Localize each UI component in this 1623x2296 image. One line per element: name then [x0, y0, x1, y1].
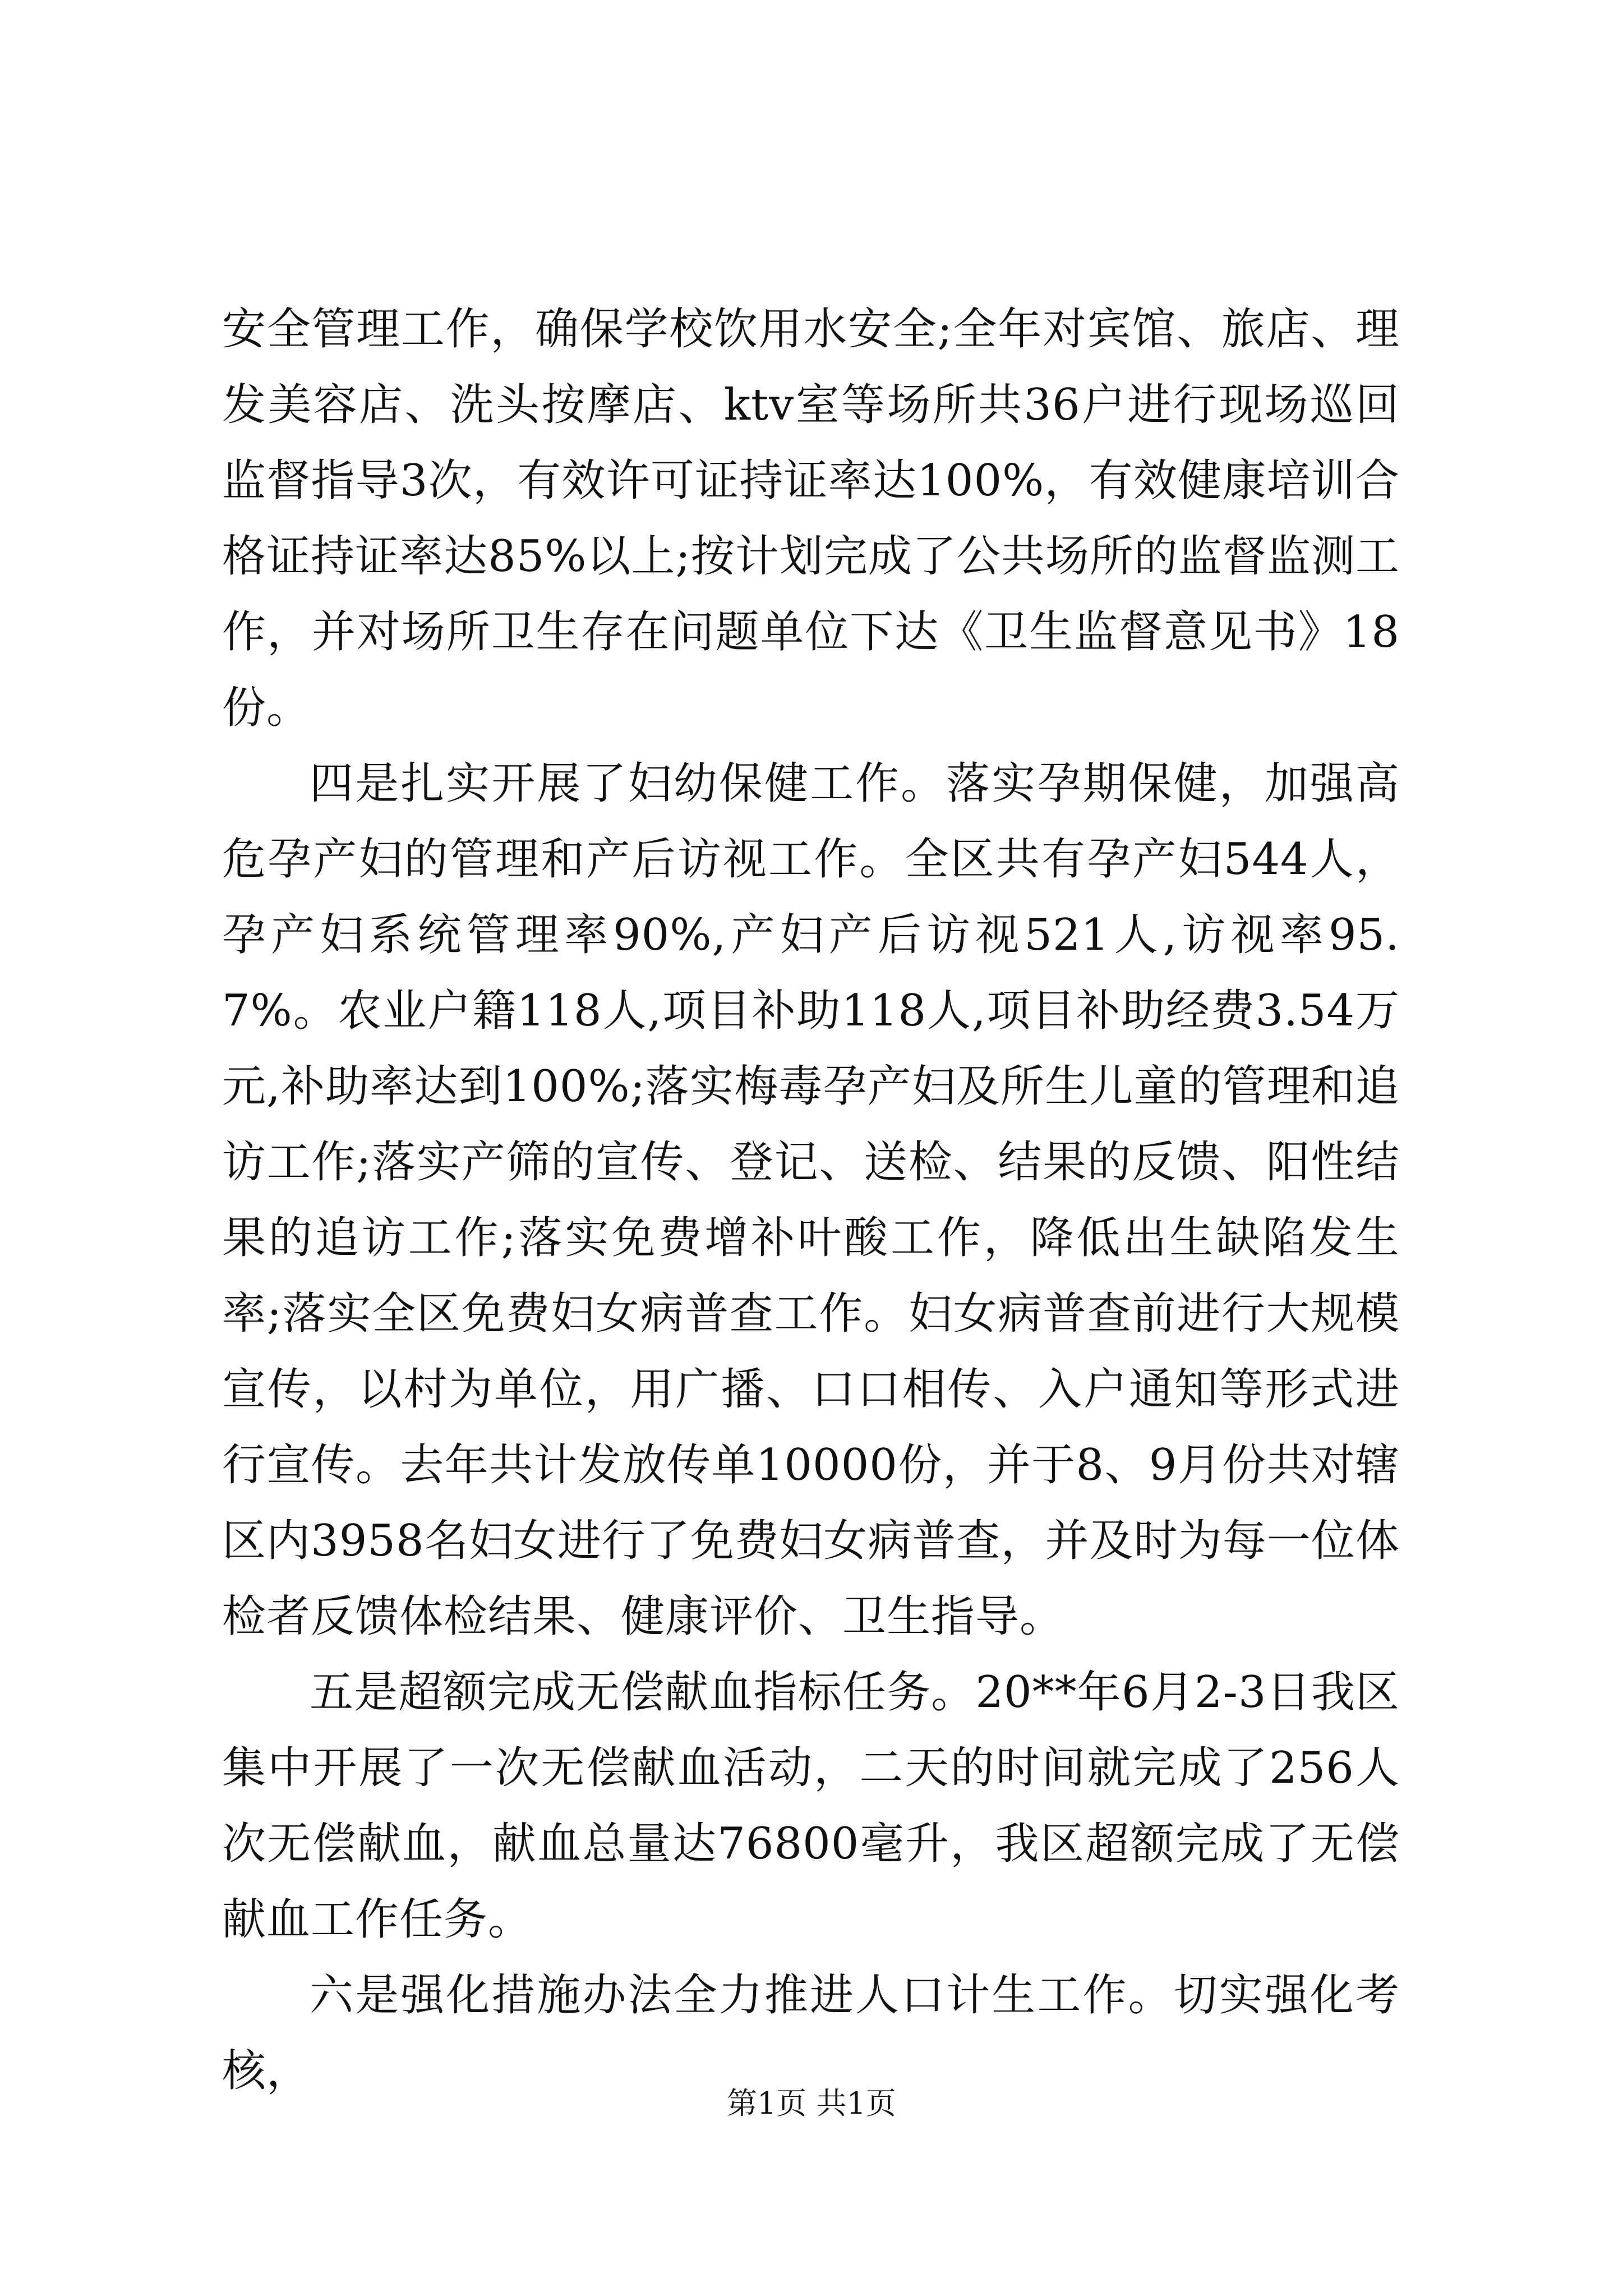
- paragraph-3: 五是超额完成无偿献血指标任务。20**年6月2-3日我区集中开展了一次无偿献血活动，二天的时间就完成了256人次无偿献血，献血总量达76800毫升，我区超额完成了无偿献血工作任务。: [222, 1667, 1400, 1945]
- paragraph-2: 四是扎实开展了妇幼保健工作。落实孕期保健，加强高危孕产妇的管理和产后访视工作。全区共有孕产妇544人，孕产妇系统管理率90%,产妇产后访视521人,访视率95.7%。农业户籍118人,项目补助118人,项目补助经费3.54万元,补助率达到100%;落实梅毒孕产妇及所生儿童的管理和追访工作;落实产筛的宣传、登记、送检、结果的反馈、阳性结果的追访工作;落实免费增补叶酸工作，降低出生缺陷发生率;落实全区免费妇女病普查工作。妇女病普查前进行大规模宣传，以村为单位，用广播、口口相传、入户通知等形式进行宣传。去年共计发放传单10000份，并于8、9月份共对辖区内3958名妇女进行了免费妇女病普查，并及时为每一位体检者反馈体检结果、健康评价、卫生指导。: [222, 758, 1400, 1642]
- page-footer: 第1页 共1页: [727, 2086, 896, 2121]
- document-body: [222, 292, 1400, 2109]
- paragraph-4: 六是强化措施办法全力推进人口计生工作。切实强化考核，: [222, 1970, 1400, 2096]
- paragraph-1: 安全管理工作，确保学校饮用水安全;全年对宾馆、旅店、理发美容店、洗头按摩店、ktv室等场所共36户进行现场巡回监督指导3次，有效许可证持证率达100%，有效健康培训合格证持证率达85%以上;按计划完成了公共场所的监督监测工作，并对场所卫生存在问题单位下达《卫生监督意见书》18份。: [222, 304, 1400, 733]
